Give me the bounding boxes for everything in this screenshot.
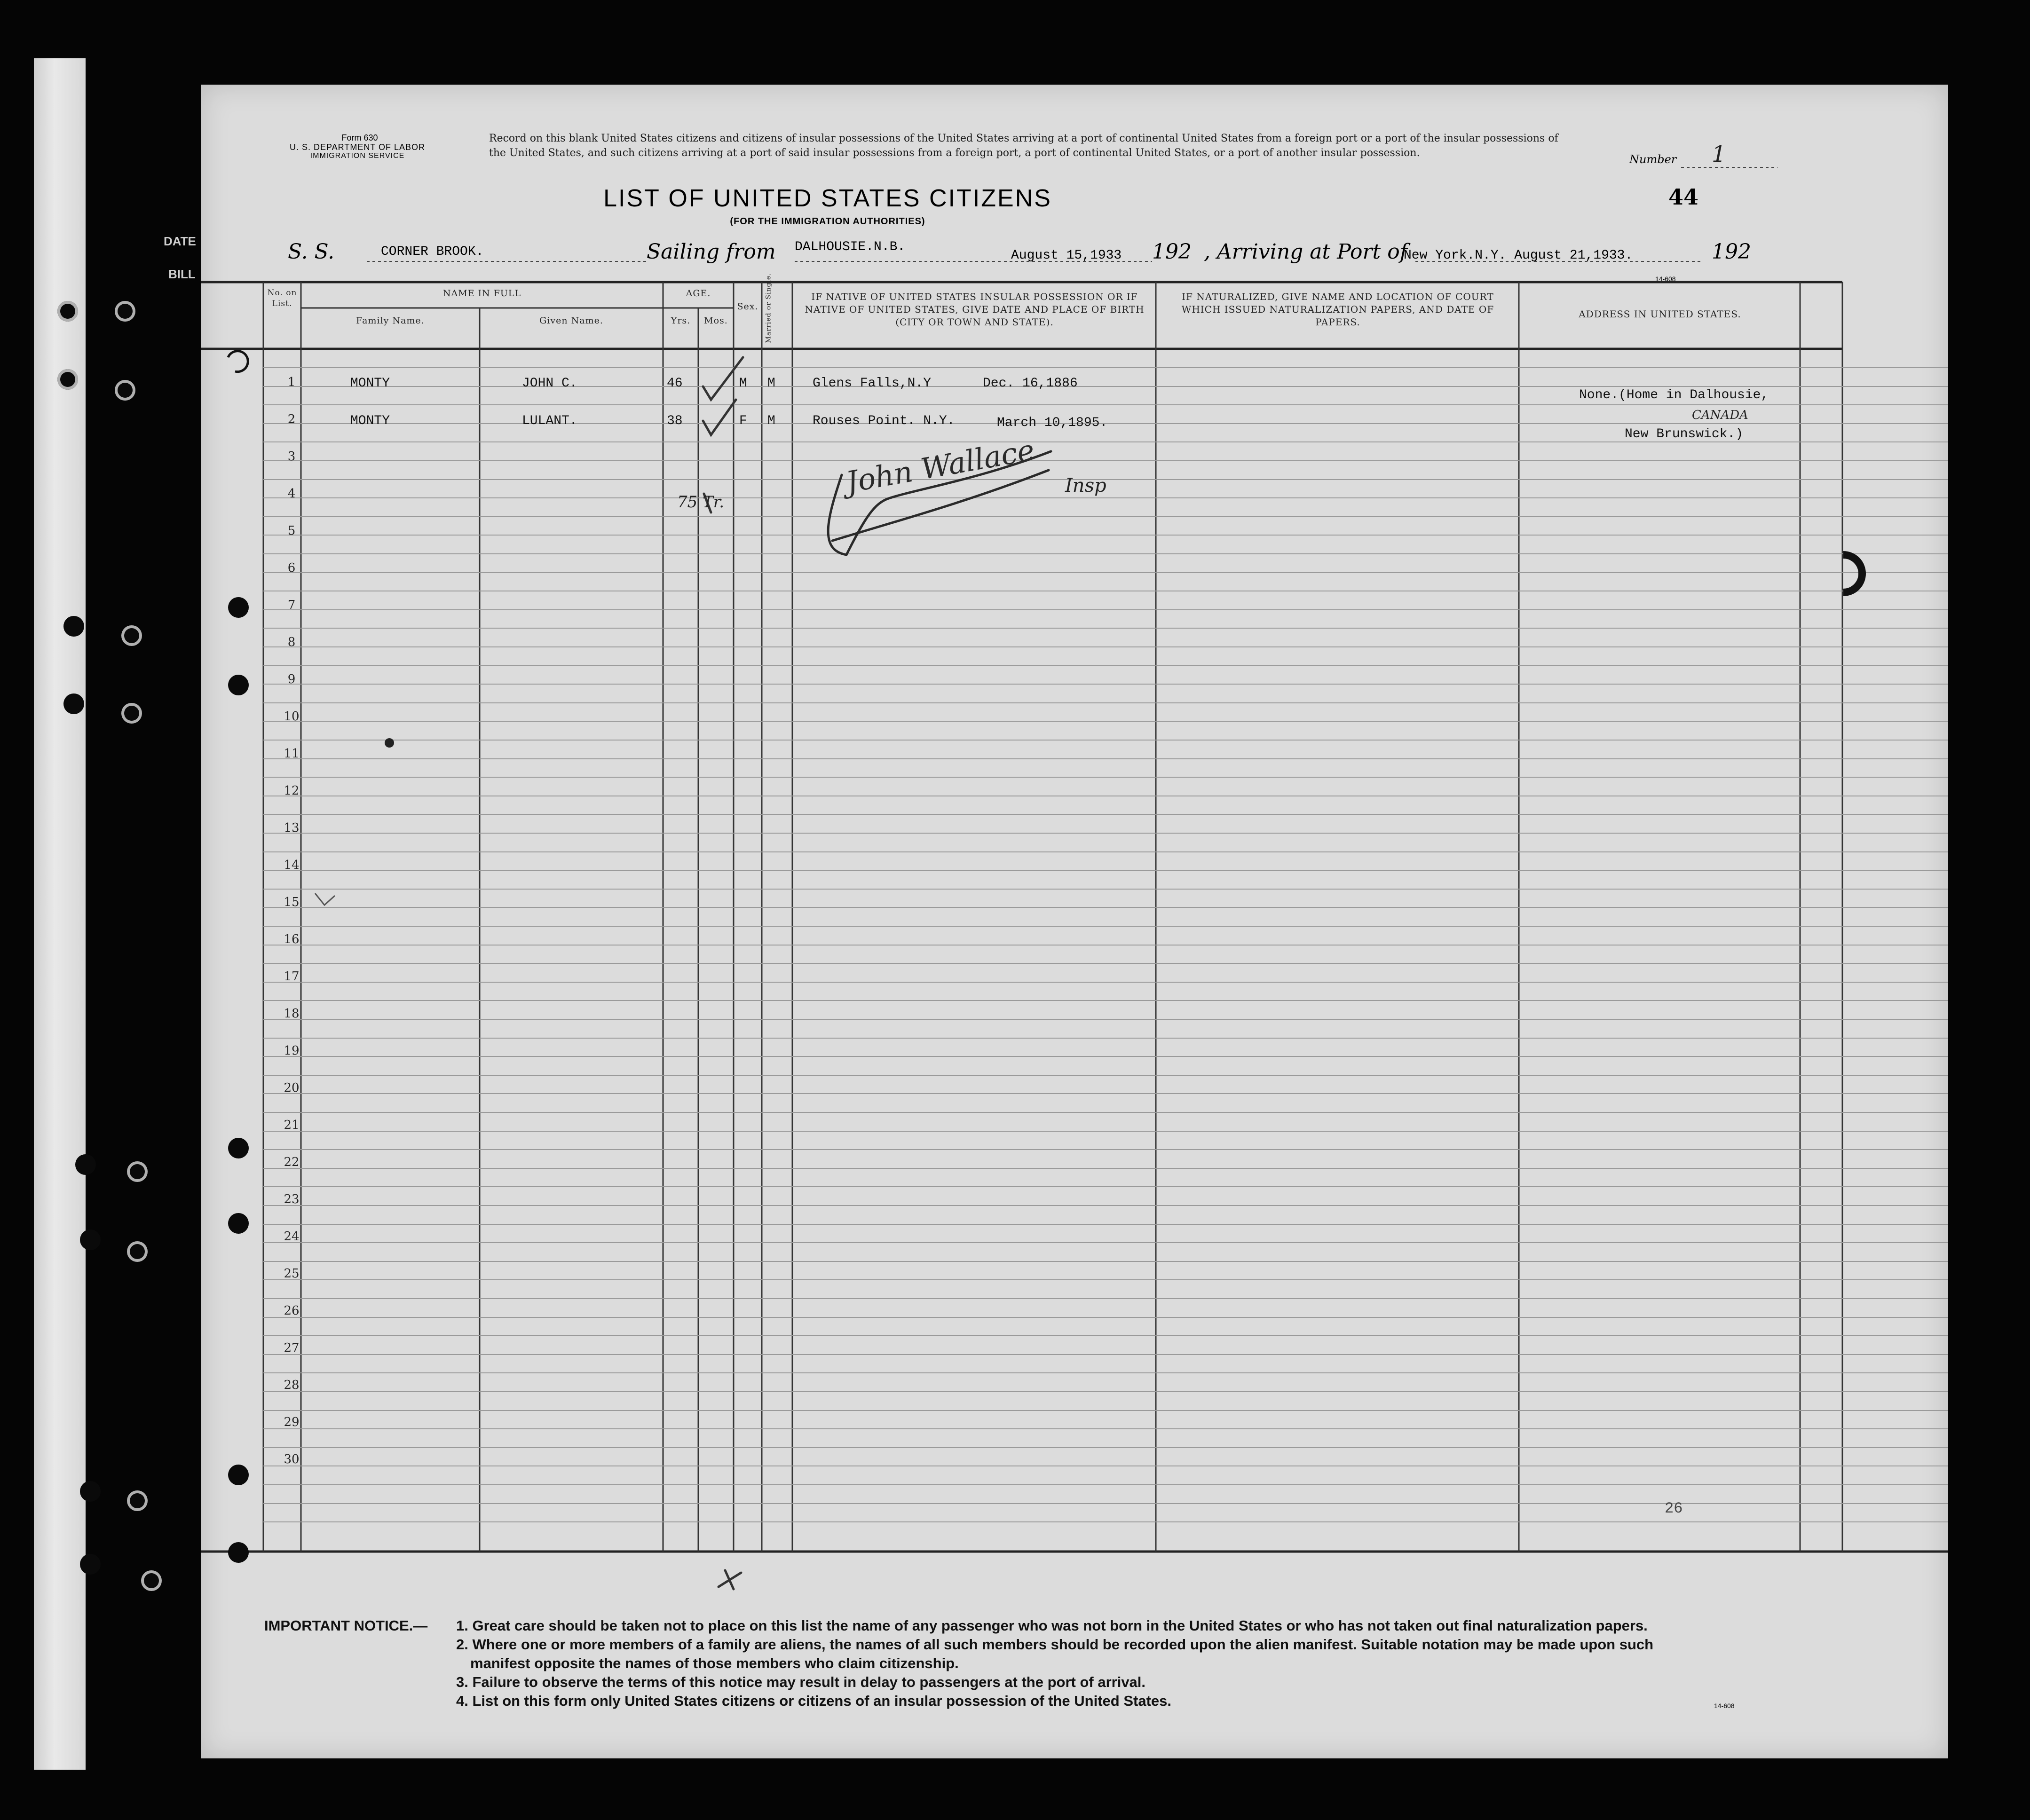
handwritten-mark: 75 Tr. xyxy=(677,493,725,512)
margin-label-bill: BILL xyxy=(168,267,196,281)
ship-name: CORNER BROOK. xyxy=(381,244,484,259)
family-name: MONTY xyxy=(350,376,390,391)
row-number: 2 xyxy=(287,412,296,426)
notice-item: 4. List on this form only United States citizens or citizens of an insular possession of the United States. xyxy=(456,1693,1171,1709)
row-number: 28 xyxy=(284,1378,300,1392)
binder-hole xyxy=(57,301,78,322)
binder-hole xyxy=(121,625,142,646)
header-family-name: Family Name. xyxy=(356,315,425,326)
row-number: 3 xyxy=(287,449,296,464)
arriving-label: , Arriving at Port of xyxy=(1204,240,1407,264)
row-number: 18 xyxy=(284,1007,300,1021)
header-sex: Sex. xyxy=(737,301,758,312)
header-age: AGE. xyxy=(686,288,711,299)
binder-hole xyxy=(228,1213,249,1234)
form-number: Form 630 xyxy=(341,133,378,142)
binder-hole xyxy=(228,675,249,695)
sailing-label: Sailing from xyxy=(647,240,776,264)
department-name: U. S. DEPARTMENT OF LABOR xyxy=(289,142,426,152)
row-number: 25 xyxy=(284,1267,300,1281)
header-years: Yrs. xyxy=(671,315,691,326)
small-form-code: 14-608 xyxy=(1655,275,1676,283)
binder-hole xyxy=(80,1229,101,1250)
sex: F xyxy=(739,414,747,428)
notice-item: manifest opposite the names of those members who claim citizenship. xyxy=(470,1655,959,1671)
binder-hole xyxy=(127,1490,148,1511)
marital-status: M xyxy=(767,414,775,428)
number-value: 1 xyxy=(1712,141,1726,167)
notice-heading: IMPORTANT NOTICE.— xyxy=(264,1617,428,1634)
binder-hole xyxy=(80,1481,101,1502)
ss-label: S. S. xyxy=(288,240,335,264)
notice-item: 2. Where one or more members of a family are aliens, the names of all such members should be recorded upon the alien manifest. Suitable notation may be made upon such xyxy=(456,1636,1654,1653)
binder-hole xyxy=(121,703,142,724)
binder-hole xyxy=(115,301,135,322)
row-number: 14 xyxy=(284,858,300,872)
row-number: 17 xyxy=(284,969,300,984)
family-name: MONTY xyxy=(350,414,390,428)
binder-hole xyxy=(228,1465,249,1485)
departure-port: DALHOUSIE.N.B. xyxy=(795,240,906,254)
address: None.(Home in Dalhousie, xyxy=(1579,388,1769,402)
row-number: 21 xyxy=(284,1118,300,1132)
row-number: 27 xyxy=(284,1341,300,1355)
row-number: 23 xyxy=(284,1192,300,1206)
row-number: 16 xyxy=(284,932,300,946)
row-number: 9 xyxy=(287,672,296,686)
row-number: 26 xyxy=(284,1304,300,1318)
bottom-mark: 26 xyxy=(1665,1500,1683,1517)
record-instructions: Record on this blank United States citizens and citizens of insular possessions of the United States arriving at a port of continental United States from a foreign port or a port of the insular possessions of the United States, and such citizens arriving at a port of said insular possessions from a foreign port, a port of continental United States, or a port of another insular possession. xyxy=(489,133,1558,159)
binder-hole xyxy=(228,597,249,618)
row-number: 10 xyxy=(284,709,300,724)
header-birth-place: IF NATIVE OF UNITED STATES INSULAR POSSESSION OR IF NATIVE OF UNITED STATES, GIVE DATE AND PLACE OF BIRTH (CITY OR TOWN AND STATE). xyxy=(805,291,1145,328)
given-name: JOHN C. xyxy=(522,376,577,391)
form-title: LIST OF UNITED STATES CITIZENS xyxy=(603,185,1052,212)
binder-hole xyxy=(127,1161,148,1182)
birth-date: March 10,1895. xyxy=(997,416,1108,430)
row-number: 1 xyxy=(287,375,296,389)
header-months: Mos. xyxy=(704,315,728,326)
header-naturalized: IF NATURALIZED, GIVE NAME AND LOCATION OF COURT WHICH ISSUED NATURALIZATION PAPERS, AND DATE OF PAPERS. xyxy=(1181,291,1494,328)
birth-date: Dec. 16,1886 xyxy=(983,376,1078,391)
row-number: 19 xyxy=(284,1044,300,1058)
age-years: 46 xyxy=(667,376,683,391)
binder-hole xyxy=(127,1241,148,1262)
notice-item: 3. Failure to observe the terms of this notice may result in delay to passengers at the port of arrival. xyxy=(456,1674,1146,1690)
binder-hole xyxy=(228,1542,249,1563)
service-name: IMMIGRATION SERVICE xyxy=(310,152,405,160)
sex: M xyxy=(739,376,747,391)
header-name-in-full: NAME IN FULL xyxy=(442,288,521,299)
row-number: 13 xyxy=(284,821,300,835)
notice-item: 1. Great care should be taken not to place on this list the name of any passenger who was not born in the United States or who has not taken out final naturalization papers. xyxy=(456,1617,1648,1634)
address-country-note: CANADA xyxy=(1692,408,1748,422)
row-number: 22 xyxy=(284,1155,300,1169)
address: New Brunswick.) xyxy=(1625,427,1744,441)
binder-hole xyxy=(141,1570,162,1591)
row-number: 29 xyxy=(284,1415,300,1429)
marital-status: M xyxy=(767,376,775,391)
number-label: Number xyxy=(1629,153,1677,166)
margin-label-date: DATE xyxy=(164,234,196,248)
row-number: 20 xyxy=(284,1081,300,1095)
binder-hole xyxy=(115,380,135,401)
page-number: 44 xyxy=(1668,184,1699,210)
handwritten-signature: John Wallace xyxy=(843,433,1037,500)
notice-form-code: 14-608 xyxy=(1714,1702,1735,1710)
binder-hole xyxy=(57,369,78,390)
birth-place: Glens Falls,N.Y xyxy=(813,376,932,391)
row-number: 8 xyxy=(287,635,296,649)
row-number: 11 xyxy=(284,747,300,761)
binder-hole xyxy=(75,1154,96,1175)
binder-hole xyxy=(63,693,84,714)
inspector-note: Insp xyxy=(1065,475,1106,496)
binder-hole xyxy=(63,616,84,637)
row-number: 24 xyxy=(284,1229,300,1244)
row-number: 6 xyxy=(287,561,296,575)
binder-hole xyxy=(228,1138,249,1158)
header-married-single: Married or Single. xyxy=(765,273,773,343)
year-suffix: 192 xyxy=(1152,240,1192,264)
age-years: 38 xyxy=(667,414,683,428)
binder-hole xyxy=(80,1554,101,1575)
birth-place: Rouses Point. N.Y. xyxy=(813,414,955,428)
row-number: 7 xyxy=(287,598,296,612)
row-number: 12 xyxy=(284,784,300,798)
row-number: 30 xyxy=(284,1452,300,1466)
year-suffix: 192 xyxy=(1712,240,1751,264)
row-number: 15 xyxy=(284,895,300,909)
sailing-date: August 15,1933 xyxy=(1011,248,1122,263)
form-subtitle: (FOR THE IMMIGRATION AUTHORITIES) xyxy=(730,216,925,227)
row-number: 4 xyxy=(287,487,296,501)
header-given-name: Given Name. xyxy=(539,315,603,326)
row-number: 5 xyxy=(287,524,296,538)
given-name: LULANT. xyxy=(522,414,577,428)
header-address: ADDRESS IN UNITED STATES. xyxy=(1579,308,1741,320)
arrival-port-date: New York.N.Y. August 21,1933. xyxy=(1404,248,1633,263)
header-no-on-list: No. on List. xyxy=(267,288,297,308)
